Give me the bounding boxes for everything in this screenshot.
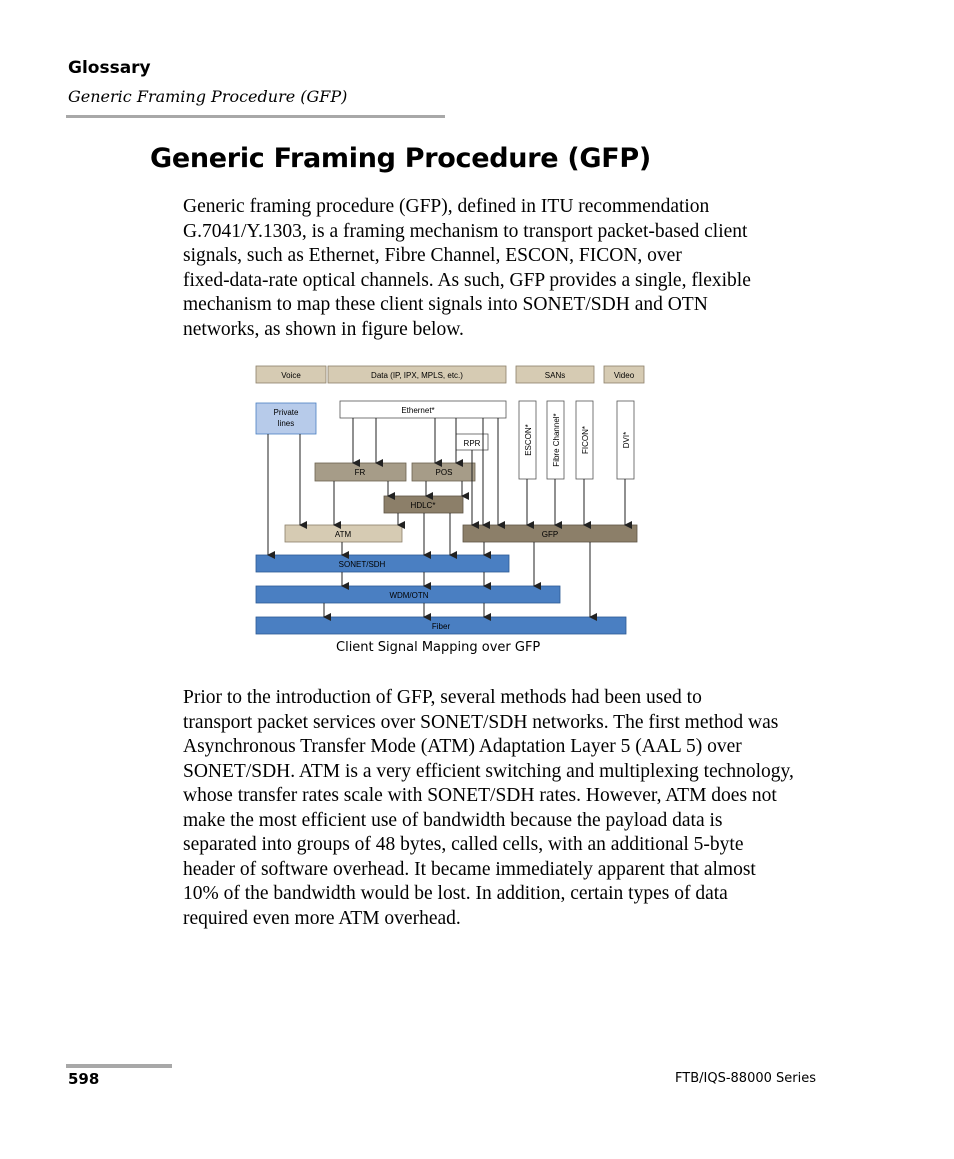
private-lines-label: Private [273, 408, 299, 417]
ficon-box [576, 401, 593, 479]
category-video-label: Video [613, 371, 635, 380]
intro-line: mechanism to map these client signals into SONET/SDH and OTN [183, 294, 708, 315]
figure-caption: Client Signal Mapping over GFP [336, 640, 541, 655]
body-line: transport packet services over SONET/SDH networks. The first method was [183, 711, 779, 733]
category-data [328, 366, 506, 383]
pos-label: POS [435, 468, 453, 477]
body-line: make the most efficient use of bandwidth because the payload data is [183, 809, 723, 831]
fiber-label: Fiber [431, 622, 451, 631]
running-header-subsection: Generic Framing Procedure (GFP) [68, 87, 348, 106]
sonet-sdh-label: SONET/SDH [338, 560, 386, 569]
ethernet-box [340, 401, 506, 418]
wdm-otn-bar [256, 586, 560, 603]
gfp-label: GFP [541, 530, 559, 539]
private-lines-label-2: lines [277, 419, 295, 428]
fr-box [315, 463, 406, 481]
intro-line: networks, as shown in figure below. [183, 318, 464, 340]
intro-line: G.7041/Y.1303, is a framing mechanism to transport packet-based client [183, 220, 748, 242]
category-voice-label: Voice [281, 371, 301, 380]
fibre-channel-label: Fibre Channel* [552, 413, 561, 467]
header-rule [66, 115, 445, 118]
body-paragraph [183, 686, 794, 931]
body-line: Asynchronous Transfer Mode (ATM) Adaptation Layer 5 (AAL 5) over [183, 736, 742, 757]
escon-box [519, 401, 536, 479]
category-video [604, 366, 644, 383]
fibre-channel-box [547, 401, 564, 479]
body-line: 10% of the bandwidth would be lost. In addition, certain types of data [183, 883, 728, 904]
fr-label: FR [354, 468, 366, 477]
pos-box [412, 463, 475, 481]
body-line: separated into groups of 48 bytes, called cells, with an additional 5-byte [183, 834, 744, 855]
running-header-section: Glossary [68, 58, 151, 78]
category-sans-label: SANs [544, 371, 566, 380]
body-line: Prior to the introduction of GFP, several methods had been used to [183, 687, 702, 708]
category-voice [256, 366, 326, 383]
hdlc-box [384, 496, 463, 513]
dvi-box [617, 401, 634, 479]
sonet-sdh-bar [256, 555, 509, 572]
intro-line: Generic framing procedure (GFP), defined in ITU recommendation [183, 196, 710, 217]
body-line: whose transfer rates scale with SONET/SDH rates. However, ATM does not [183, 785, 777, 806]
body-line: SONET/SDH. ATM is a very efficient switching and multiplexing technology, [183, 760, 794, 782]
footer-rule [66, 1064, 172, 1068]
body-line: required even more ATM overhead. [183, 907, 461, 929]
category-sans [516, 366, 594, 383]
atm-label: ATM [334, 530, 352, 539]
page-number: 598 [68, 1070, 100, 1088]
intro-line: fixed-data-rate optical channels. As such, GFP provides a single, flexible [183, 269, 751, 291]
wdm-otn-label: WDM/OTN [389, 591, 429, 600]
hdlc-label: HDLC* [410, 501, 436, 510]
atm-box [285, 525, 402, 542]
intro-line: signals, such as Ethernet, Fibre Channel, ESCON, FICON, over [183, 245, 682, 266]
gfp-box [463, 525, 637, 542]
dvi-label: DVI* [622, 431, 631, 449]
body-line: header of software overhead. It became immediately apparent that almost [183, 858, 756, 880]
private-lines-box [256, 403, 316, 434]
fiber-bar [256, 617, 626, 634]
gfp-mapping-diagram [254, 364, 646, 638]
ficon-label: FICON* [581, 426, 590, 454]
product-series: FTB/IQS-88000 Series [675, 1071, 816, 1086]
escon-label: ESCON* [524, 424, 533, 456]
intro-paragraph [183, 195, 751, 342]
rpr-label: RPR [463, 439, 481, 448]
page-title: Generic Framing Procedure (GFP) [150, 143, 651, 174]
ethernet-label: Ethernet* [401, 406, 435, 415]
category-data-label: Data (IP, IPX, MPLS, etc.) [371, 371, 463, 380]
